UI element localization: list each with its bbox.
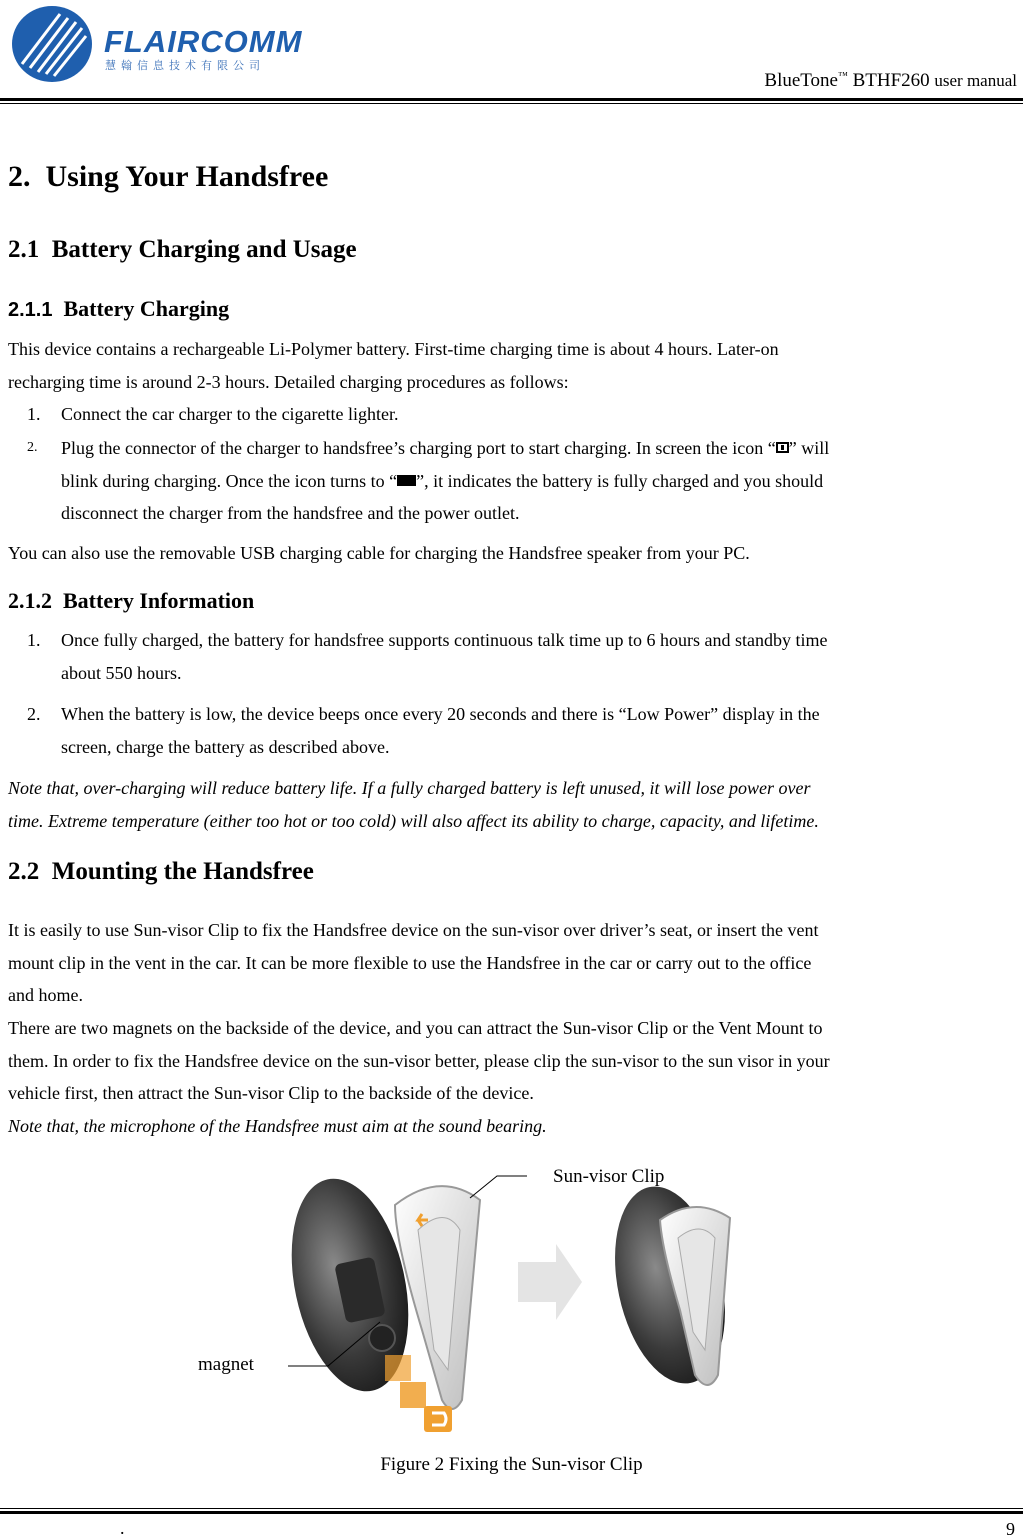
logo-subtitle: 慧翰信息技术有限公司 — [105, 59, 265, 72]
page-number: 9 — [1006, 1519, 1015, 1539]
subsection-heading-2-1: 2.1 Battery Charging and Usage — [8, 236, 357, 263]
sun-visor-clip-label: Sun-visor Clip — [553, 1166, 665, 1187]
list-item: Once fully charged, the battery for handsfree supports continuous talk time up to 6 hours and standby time about 550 hours. — [61, 630, 828, 683]
footer-rule-thick — [0, 1511, 1023, 1514]
logo-name: FLAIRCOMM — [104, 24, 303, 59]
footer-rule-thin — [0, 1508, 1023, 1509]
list-number: 1. — [27, 630, 41, 650]
battery-charging-icon — [776, 442, 789, 453]
footer-dot: . — [120, 1518, 125, 1538]
mounting-paragraph-1: It is easily to use Sun-visor Clip to fix the Handsfree device on the sun-visor over driver’s seat, or insert the vent mount clip in the vent in the car. It can be more flexible to use the Handsfree in the car or carry out to the office and home. — [8, 920, 819, 1005]
document-title: BlueTone™ BTHF260 user manual — [764, 70, 1017, 91]
list-number: 2. — [27, 704, 41, 724]
microphone-note: Note that, the microphone of the Handsfree must aim at the sound bearing. — [8, 1116, 547, 1136]
mounting-paragraph-2: There are two magnets on the backside of the device, and you can attract the Sun-visor Clip or the Vent Mount to them. In order to fix the Handsfree device on the sun-visor better, please clip the sun-visor to the sun visor in your vehicle first, then attract the Sun-visor Clip to the backside of the device. — [8, 1018, 830, 1103]
subsubsection-heading-2-1-1: 2.1.1 Battery Charging — [8, 296, 230, 321]
figure-caption: Figure 2 Fixing the Sun-visor Clip — [380, 1454, 643, 1475]
list-item: Connect the car charger to the cigarette lighter. — [61, 404, 399, 424]
charging-intro: This device contains a rechargeable Li-Polymer battery. First-time charging time is about 4 hours. Later-on recharging time is around 2-3 hours. Detailed charging procedures as follows: — [8, 339, 779, 392]
company-logo — [8, 2, 308, 86]
battery-full-icon — [397, 475, 416, 486]
header-rule-thin — [0, 103, 1023, 104]
device-clip-illustration — [190, 1160, 760, 1450]
usb-charging-note: You can also use the removable USB charging cable for charging the Handsfree speaker from your PC. — [8, 543, 750, 563]
list-number: 1. — [27, 404, 41, 424]
magnet-label: magnet — [198, 1354, 254, 1375]
subsection-heading-2-2: 2.2 Mounting the Handsfree — [8, 858, 314, 885]
list-item: Plug the connector of the charger to handsfree’s charging port to start charging. In screen the icon “ ” will blink during charging. Once the icon turns to “ ”, it indicates the battery is fully charged and you should disconnect the charger from the handsfree and the power outlet. — [61, 438, 830, 523]
list-item: When the battery is low, the device beeps once every 20 seconds and there is “Low Power” display in the screen, charge the battery as described above. — [61, 704, 820, 757]
logo-emblem-icon — [8, 2, 98, 86]
header-rule-thick — [0, 98, 1023, 101]
section-heading: 2. Using Your Handsfree — [8, 160, 329, 193]
battery-note: Note that, over-charging will reduce battery life. If a fully charged battery is left unused, it will lose power over time. Extreme temperature (either too hot or too cold) will also affect its ability to charge, capacity, and lifetime. — [8, 778, 819, 831]
sun-visor-clip-figure — [190, 1160, 760, 1450]
subsubsection-heading-2-1-2: 2.1.2 Battery Information — [8, 588, 255, 613]
list-number: 2. — [27, 440, 38, 455]
right-arrow-icon — [518, 1244, 582, 1320]
